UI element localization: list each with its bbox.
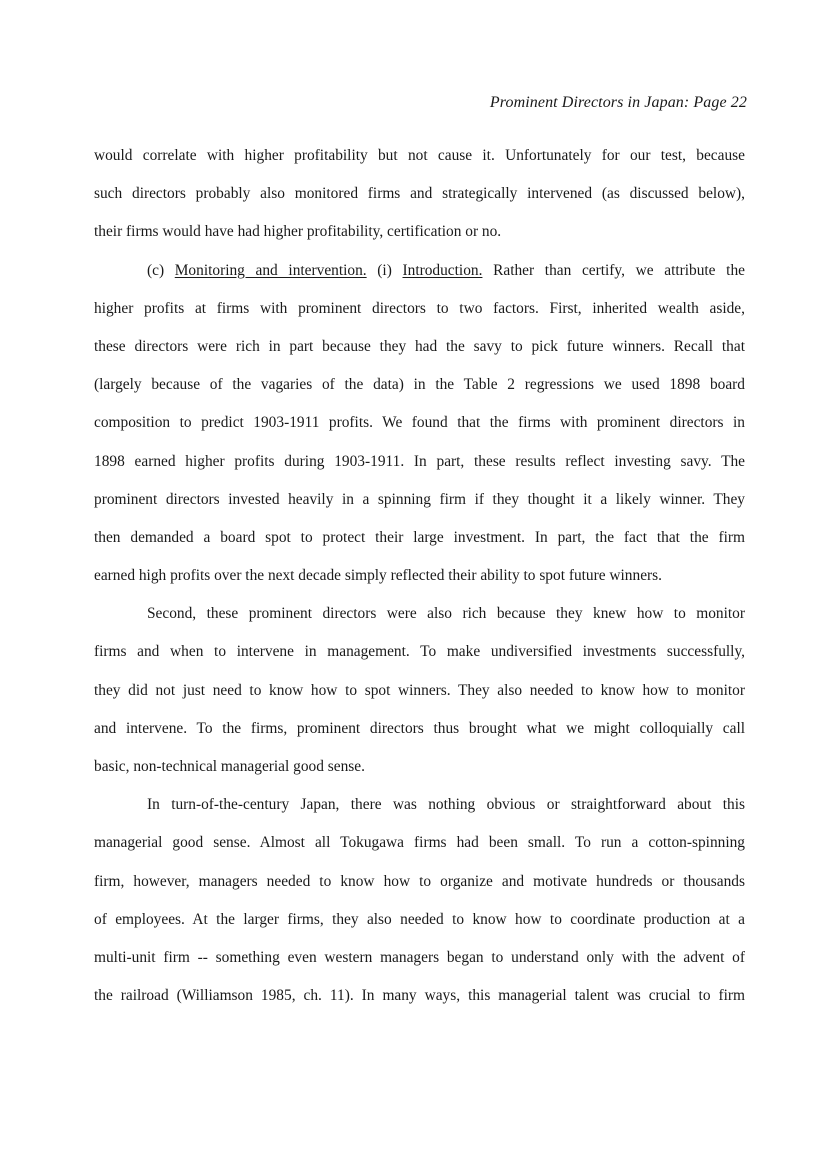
body-text xyxy=(94,137,745,1015)
section-heading-line xyxy=(94,252,745,290)
text-line: of employees. At the larger firms, they also needed to know how to coordinate production at a xyxy=(94,910,745,928)
text-run: Rather than certify, we attribute the xyxy=(482,261,745,279)
section-label: (c) xyxy=(147,261,175,279)
text-line: prominent directors invested heavily in a spinning firm if they thought it a likely winner. They xyxy=(94,490,745,508)
text-line: firms and when to intervene in management. To make undiversified investments successfully, xyxy=(94,643,745,661)
text-line: firm, however, managers needed to know how to organize and motivate hundreds or thousands xyxy=(94,872,745,890)
running-header: Prominent Directors in Japan: Page 22 xyxy=(489,94,747,111)
text-line: the railroad (Williamson 1985, ch. 11). In many ways, this managerial talent was crucial to firm xyxy=(94,987,745,1005)
text-line: their firms would have had higher profitability, certification or no. xyxy=(94,223,502,241)
text-line: (largely because of the vagaries of the data) in the Table 2 regressions we used 1898 board xyxy=(94,376,745,394)
text-line: then demanded a board spot to protect their large investment. In part, the fact that the firm xyxy=(94,528,745,546)
text-line: managerial good sense. Almost all Tokugawa firms had been small. To run a cotton-spinning xyxy=(94,834,745,852)
subsection-heading-introduction: Introduction. xyxy=(402,261,483,279)
text-line: composition to predict 1903-1911 profits. We found that the firms with prominent directors in xyxy=(94,414,745,432)
text-line: would correlate with higher profitability but not cause it. Unfortunately for our test, because xyxy=(94,147,745,164)
text-line: earned high profits over the next decade simply reflected their ability to spot future winners. xyxy=(94,567,662,585)
text-line: these directors were rich in part because they had the savy to pick future winners. Recall that xyxy=(94,337,745,355)
text-line: they did not just need to know how to spot winners. They also needed to know how to monitor xyxy=(94,681,745,699)
text-line: higher profits at firms with prominent directors to two factors. First, inherited wealth aside, xyxy=(94,299,745,317)
text-line: Second, these prominent directors were also rich because they knew how to monitor xyxy=(147,605,745,623)
text-line: basic, non-technical managerial good sense. xyxy=(94,758,365,775)
text-line: In turn-of-the-century Japan, there was nothing obvious or straightforward about this xyxy=(147,796,745,814)
subsection-label: (i) xyxy=(366,261,403,279)
text-line: such directors probably also monitored firms and strategically intervened (as discussed below), xyxy=(94,185,745,203)
text-line: multi-unit firm -- something even western managers began to understand only with the advent of xyxy=(94,948,745,966)
text-line: and intervene. To the firms, prominent directors thus brought what we might colloquially call xyxy=(94,719,745,737)
section-heading-monitoring: Monitoring and intervention. xyxy=(174,261,367,279)
text-line: 1898 earned higher profits during 1903-1911. In part, these results reflect investing savy. The xyxy=(94,452,745,470)
